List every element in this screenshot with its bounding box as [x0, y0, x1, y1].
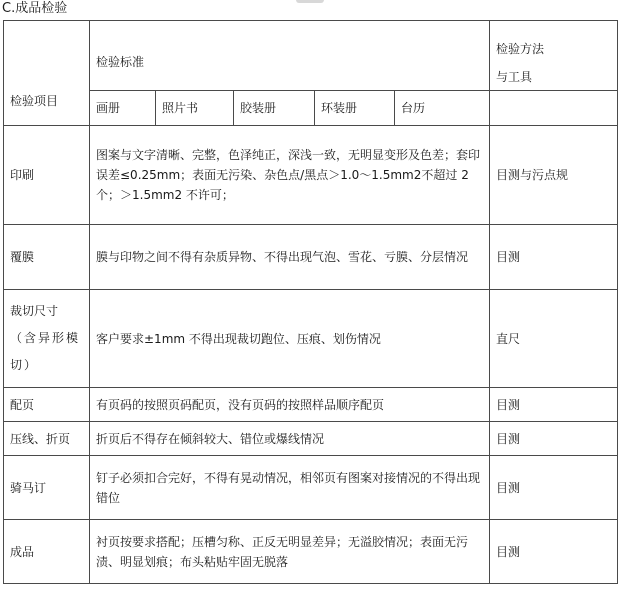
row-item-line1: 裁切尺寸 — [10, 304, 59, 318]
header-standard — [90, 21, 490, 91]
row-standard: 钉子必须扣合完好，不得有晃动情况，相邻页有图案对接情况的不得出现错位 — [90, 456, 490, 520]
row-standard: 膜与印物之间不得有杂质异物、不得出现气泡、雪花、亏膜、分层情况 — [90, 225, 490, 290]
inspection-table — [3, 20, 618, 584]
subcolumn-photobook: 照片书 — [156, 91, 234, 126]
table-row — [4, 520, 618, 584]
subcolumn-empty — [490, 91, 618, 126]
table-row — [4, 225, 618, 290]
header-standard-label: 检验标准 — [96, 54, 145, 69]
table-row — [4, 126, 618, 225]
row-method: 目测 — [490, 520, 618, 584]
table-header-row — [4, 21, 618, 91]
table-row — [4, 290, 618, 388]
subcolumn-album: 画册 — [90, 91, 156, 126]
table-row — [4, 422, 618, 456]
row-item: 骑马订 — [4, 456, 90, 520]
header-method-line2: 与工具 — [496, 69, 533, 84]
row-method: 目测 — [490, 456, 618, 520]
table-subheader-row — [4, 91, 618, 126]
header-method-line1: 检验方法 — [496, 41, 545, 56]
page-top-ornament — [296, 0, 324, 3]
row-method: 直尺 — [490, 290, 618, 388]
row-method: 目测与污点规 — [490, 126, 618, 225]
row-method: 目测 — [490, 388, 618, 422]
table-row — [4, 388, 618, 422]
row-item — [4, 290, 90, 388]
row-standard: 图案与文字清晰、完整，色泽纯正，深浅一致，无明显变形及色差；套印误差≤0.25mm；表面无污染、杂色点/黑点＞1.0～1.5mm2不超过 2 个；＞1.5mm2 不许可； — [90, 126, 490, 225]
row-item: 覆膜 — [4, 225, 90, 290]
row-item: 印刷 — [4, 126, 90, 225]
row-item-line2: （含异形模切） — [10, 331, 81, 372]
row-item: 配页 — [4, 388, 90, 422]
row-method: 目测 — [490, 422, 618, 456]
table-row — [4, 456, 618, 520]
section-title: C.成品检验 — [2, 1, 68, 16]
row-item: 成品 — [4, 520, 90, 584]
row-standard: 衬页按要求搭配；压槽匀称、正反无明显差异；无溢胶情况；表面无污渍、明显划痕；布头粘贴牢固无脱落 — [90, 520, 490, 584]
header-item: 检验项目 — [4, 21, 90, 126]
subcolumn-desk-calendar: 台历 — [395, 91, 490, 126]
subcolumn-ring-bound: 环装册 — [315, 91, 395, 126]
row-method: 目测 — [490, 225, 618, 290]
row-standard: 有页码的按照页码配页，没有页码的按照样品顺序配页 — [90, 388, 490, 422]
row-standard: 客户要求±1mm 不得出现裁切跑位、压痕、划伤情况 — [90, 290, 490, 388]
subcolumn-perfect-bound: 胶装册 — [234, 91, 315, 126]
header-method — [490, 21, 618, 91]
row-standard: 折页后不得存在倾斜较大、错位或爆线情况 — [90, 422, 490, 456]
row-item: 压线、折页 — [4, 422, 90, 456]
